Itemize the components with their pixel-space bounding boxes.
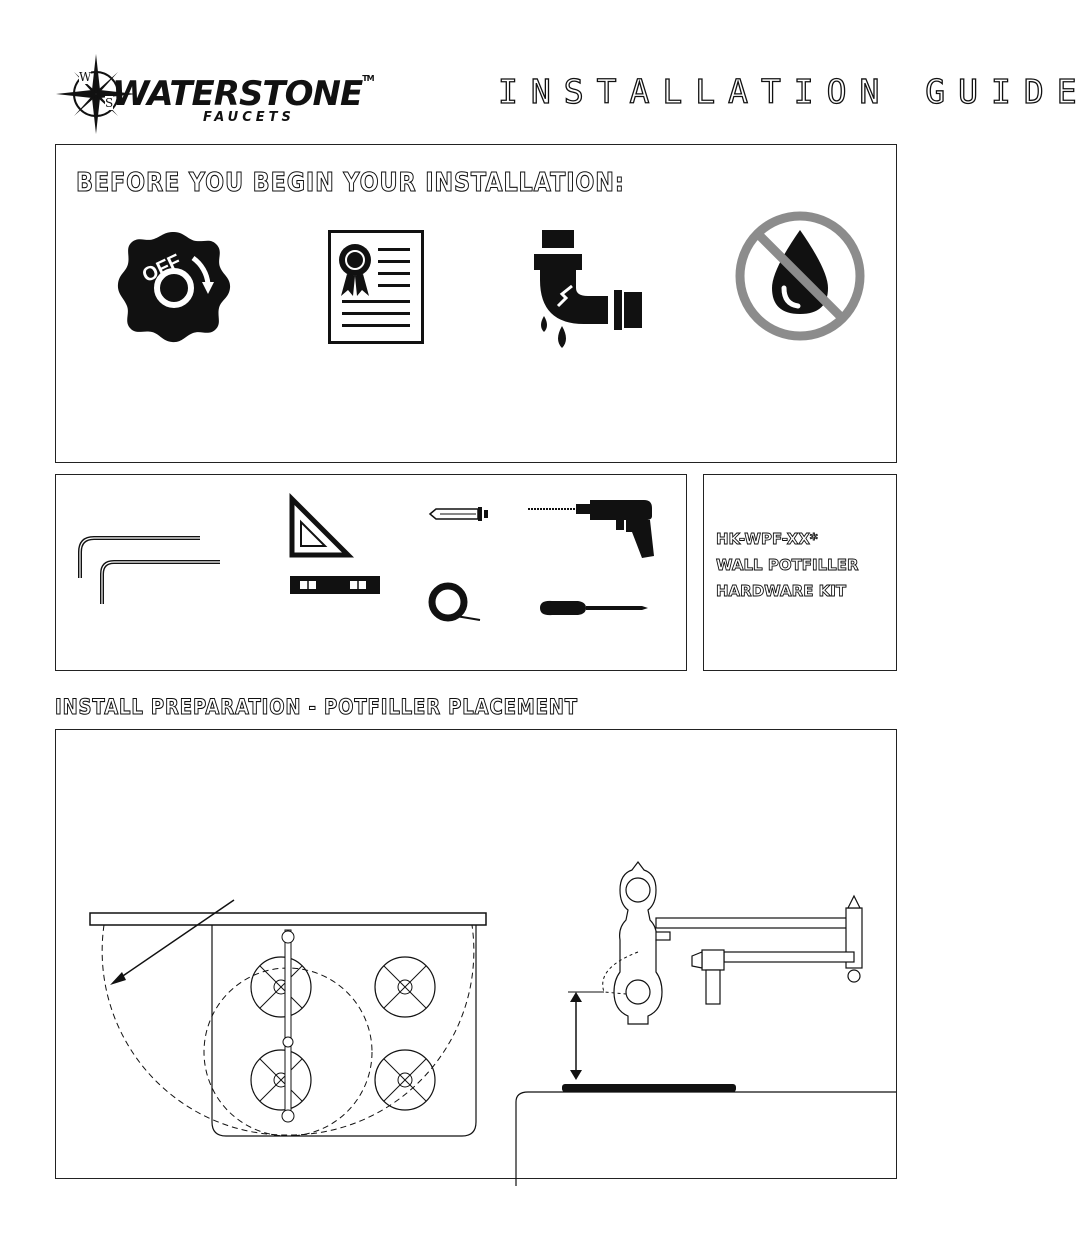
valve-off-icon bbox=[114, 226, 234, 346]
screwdriver-icon bbox=[538, 596, 648, 620]
level-icon bbox=[290, 576, 380, 594]
hardware-kit-label bbox=[716, 526, 859, 604]
brand-name: WATERSTONE™ bbox=[112, 74, 374, 114]
no-water-icon bbox=[732, 208, 868, 344]
tape-icon bbox=[428, 582, 484, 626]
kit-model: HK-WPF-XX* bbox=[716, 530, 818, 548]
potfiller-side-view-diagram bbox=[516, 856, 896, 1186]
kit-line3: HARDWARE KIT bbox=[716, 582, 847, 600]
burner-4 bbox=[375, 1050, 435, 1110]
burner-2 bbox=[375, 957, 435, 1017]
stove-top-view-diagram bbox=[80, 892, 500, 1142]
before-heading: BEFORE YOU BEGIN YOUR INSTALLATION: bbox=[76, 168, 625, 198]
leaking-pipe-icon bbox=[528, 228, 648, 358]
hex-keys-icon bbox=[70, 530, 230, 610]
placement-heading: INSTALL PREPARATION - POTFILLER PLACEMENT bbox=[55, 695, 578, 719]
page-title: INSTALLATION GUIDE bbox=[498, 72, 1090, 111]
wall-anchor-icon bbox=[428, 506, 490, 522]
off-label: OFF bbox=[138, 250, 185, 288]
trademark: TM bbox=[362, 74, 374, 83]
brand-subtitle: FAUCETS bbox=[203, 110, 295, 125]
certificate-icon bbox=[328, 230, 424, 344]
burner-1 bbox=[251, 957, 311, 1017]
burner-3 bbox=[251, 1050, 311, 1110]
square-icon bbox=[289, 496, 351, 558]
drill-icon bbox=[526, 498, 656, 562]
compass-letter-w: W bbox=[79, 70, 92, 84]
kit-line2: WALL POTFILLER bbox=[716, 556, 859, 574]
compass-letter-s: S bbox=[105, 96, 114, 110]
